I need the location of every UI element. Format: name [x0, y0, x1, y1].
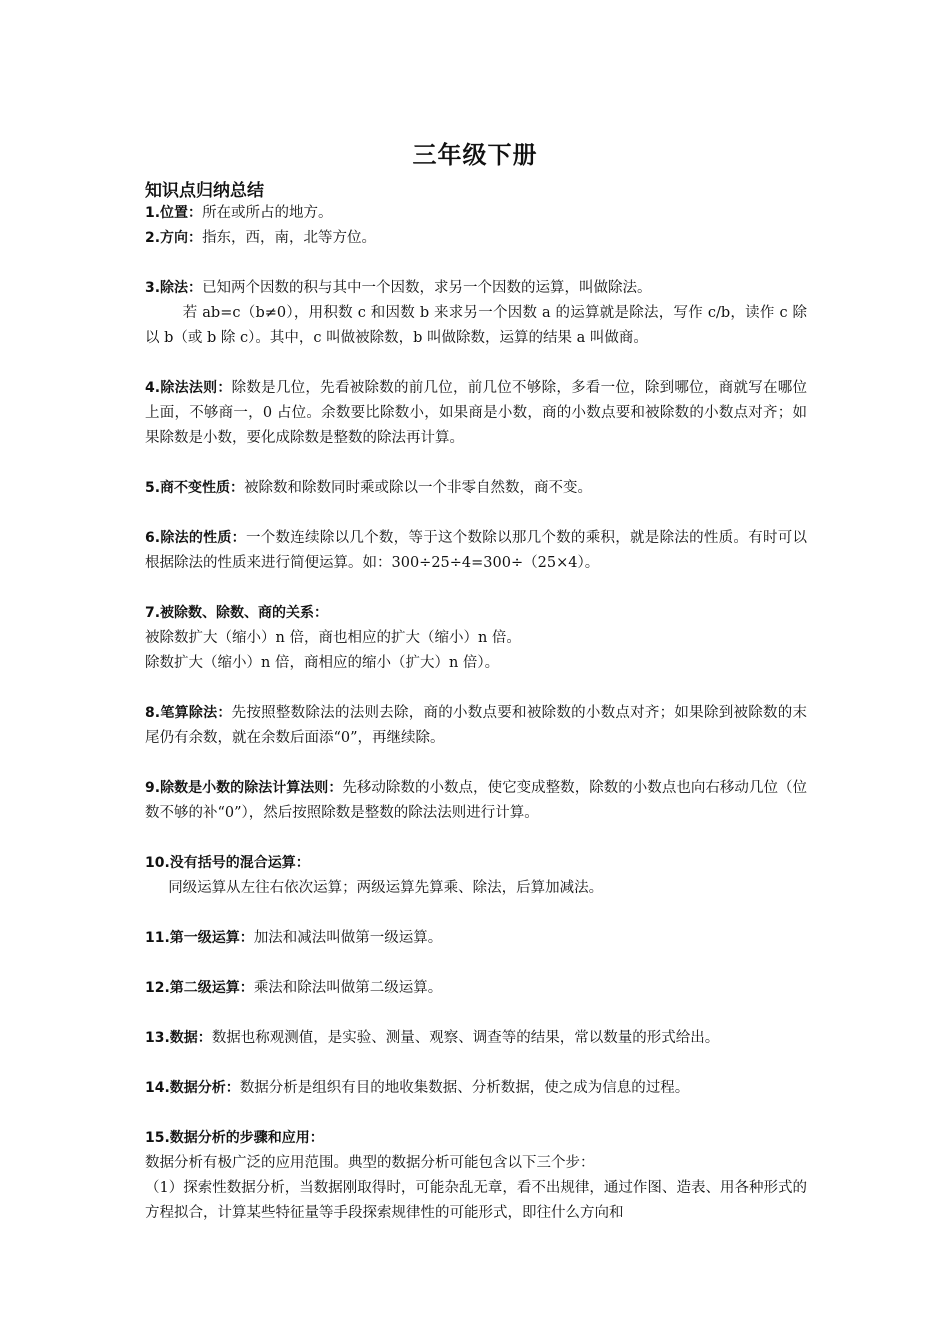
item-7: [145, 601, 807, 626]
item-text: 所在或所占的地方。: [202, 205, 333, 221]
item-text: 乘法和除法叫做第二级运算。: [253, 980, 443, 996]
item-12: [145, 976, 807, 1001]
item-heading: 8.笔算除法：: [145, 705, 232, 721]
item-text: 数据也称观测值，是实验、测量、观察、调查等的结果，常以数量的形式给出。: [211, 1030, 720, 1046]
item-heading: 5.商不变性质：: [145, 480, 245, 496]
item-text: 数据分析是组织有目的地收集数据、分析数据，使之成为信息的过程。: [239, 1080, 690, 1096]
content-body: [145, 201, 807, 1226]
page-title: 三年级下册: [412, 141, 538, 169]
item-4: [145, 376, 807, 451]
item-heading: 12.第二级运算：: [145, 980, 254, 996]
item-heading: 6.除法的性质：: [145, 530, 246, 546]
item-7-line-1: 被除数扩大（缩小）n 倍，商也相应的扩大（缩小）n 倍。: [145, 630, 521, 646]
item-heading: 1.位置：: [145, 205, 203, 221]
item-heading: 13.数据：: [145, 1030, 212, 1046]
item-text: 先移动除数的小数点，使它变成整数，除数的小数点也向右移动几位（位数不够的补“0”），然后按照除数是整数的除法法则进行计算。: [145, 780, 808, 821]
item-11: [145, 926, 807, 951]
item-text: 加法和减法叫做第一级运算。: [253, 930, 443, 946]
item-15-line-2: （1）探索性数据分析，当数据刚取得时，可能杂乱无章，看不出规律，通过作图、造表、用各种形式的方程拟合，计算某些特征量等手段探索规律性的可能形式，即往什么方向和: [145, 1180, 807, 1221]
item-heading: 7.被除数、除数、商的关系：: [145, 605, 329, 621]
item-text: 指东，西，南，北等方位。: [202, 230, 377, 246]
item-text: 除数是几位，先看被除数的前几位，前几位不够除，多看一位，除到哪位，商就写在哪位上面，不够商一，0 占位。余数要比除数小，如果商是小数，商的小数点要和被除数的小数点对齐；如果除数是小数，要化成除数是整数的除法再计算。: [145, 380, 807, 446]
item-heading: 9.除数是小数的除法计算法则：: [145, 780, 343, 796]
item-3-paragraph: 若 ab=c（b≠0），用积数 c 和因数 b 来求另一个因数 a 的运算就是除法，写作 c/b，读作 c 除以 b（或 b 除 c）。其中，c 叫做被除数，b 叫做除数，运算的结果 a 叫做商。: [145, 305, 807, 346]
item-13: [145, 1026, 807, 1051]
item-text: 被除数和除数同时乘或除以一个非零自然数，商不变。: [244, 480, 593, 496]
item-2: [145, 226, 807, 251]
item-heading: 3.除法：: [145, 280, 203, 296]
item-10: [145, 851, 807, 876]
item-15: [145, 1126, 807, 1151]
item-heading: 11.第一级运算：: [145, 930, 254, 946]
item-14: [145, 1076, 807, 1101]
page-subtitle: 知识点归纳总结: [145, 181, 264, 201]
item-8: [145, 701, 807, 751]
item-5: [145, 476, 807, 501]
item-3: [145, 276, 807, 301]
item-6: [145, 526, 807, 576]
item-heading: 15.数据分析的步骤和应用：: [145, 1130, 324, 1146]
item-7-line-2: 除数扩大（缩小）n 倍，商相应的缩小（扩大）n 倍）。: [145, 655, 500, 671]
item-heading: 2.方向：: [145, 230, 203, 246]
item-heading: 14.数据分析：: [145, 1080, 240, 1096]
item-heading: 4.除法法则：: [145, 380, 232, 396]
item-15-line-1: 数据分析有极广泛的应用范围。典型的数据分析可能包含以下三个步：: [145, 1155, 595, 1171]
item-text: 已知两个因数的积与其中一个因数，求另一个因数的运算，叫做除法。: [202, 280, 652, 296]
item-1: [145, 201, 807, 226]
item-heading: 10.没有括号的混合运算：: [145, 855, 310, 871]
item-text: 先按照整数除法的法则去除，商的小数点要和被除数的小数点对齐；如果除到被除数的末尾仍有余数，就在余数后面添“0”，再继续除。: [145, 705, 807, 746]
item-10-line-1: 同级运算从左往右依次运算；两级运算先算乘、除法，后算加减法。: [168, 880, 604, 896]
item-text: 一个数连续除以几个数，等于这个数除以那几个数的乘积，就是除法的性质。有时可以根据除法的性质来进行简便运算。如：300÷25÷4=300÷（25×4）。: [145, 530, 808, 571]
item-9: [145, 776, 807, 826]
